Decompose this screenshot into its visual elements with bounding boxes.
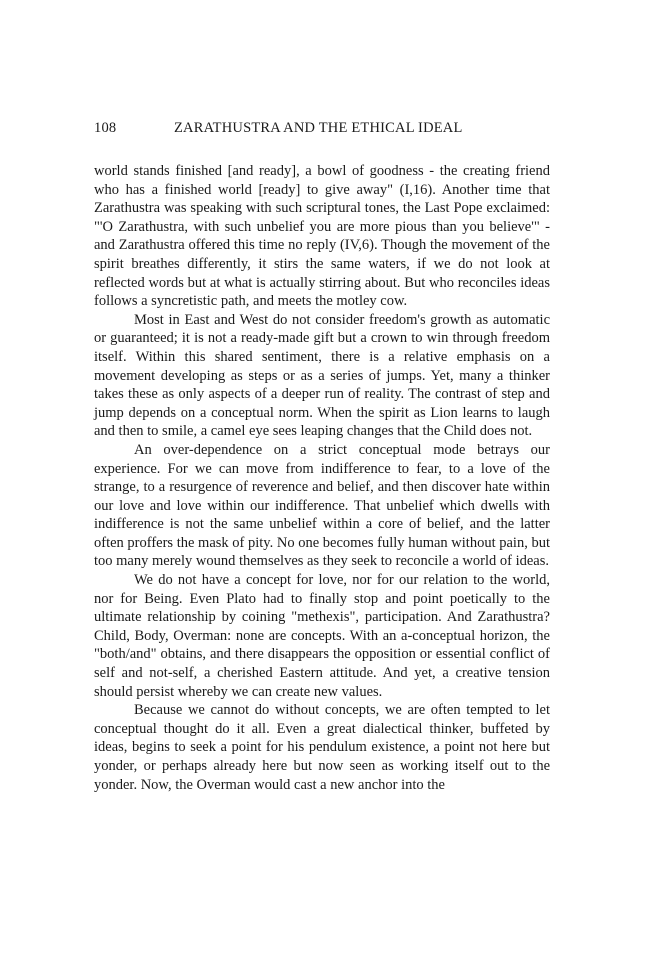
book-page <box>94 118 550 794</box>
running-head <box>94 118 550 138</box>
paragraph-conceptual-mode: An over-dependence on a strict conceptual mode betrays our experience. For we can move from indifference to fear, to a love of the strange, to a resurgence of reverence and belief, and then discover hate within our love and love within our indifference. That unbelief which dwells with indifference is not the same unbelief within a core of belief, and the latter often proffers the mask of pity. No one becomes fully human without pain, but too many merely wound themselves as they seek to reconcile a world of ideas. <box>94 441 550 570</box>
body-text <box>94 162 550 794</box>
paragraph-freedom-growth: Most in East and West do not consider freedom's growth as automatic or guaranteed; it is not a ready-made gift but a crown to win through freedom itself. Within this shared sentiment, there is a relative emphasis on a movement developing as steps or as a series of jumps. Yet, many a thinker takes these as only aspects of a deeper run of reality. The contrast of step and jump depends on a conceptual norm. When the spirit as Lion learns to laugh and then to smile, a camel eye sees leaping changes that the Child does not. <box>94 311 550 440</box>
running-title: ZARATHUSTRA AND THE ETHICAL IDEAL <box>174 120 463 136</box>
page-number: 108 <box>94 120 117 136</box>
paragraph-continuation: world stands finished [and ready], a bowl of goodness - the creating friend who has a finished world [ready] to give away" (I,16). Another time that Zarathustra was speaking with such scriptural tones, the Last Pope exclaimed: "'O Zarathustra, with such unbelief you are more pious than you believe'" - and Zarathustra offered this time no reply (IV,6). Though the movement of the spirit breathes differently, it stirs the same waters, if we do not look at reflected words but at what is actually stirring about. But who reconciles ideas follows a syncretistic path, and meets the motley cow. <box>94 163 550 310</box>
paragraph-concept-for-love: We do not have a concept for love, nor for our relation to the world, nor for Being. Even Plato had to finally stop and point poetically to the ultimate relationship by coining "methexis", participation. And Zarathustra? Child, Body, Overman: none are concepts. With an a-conceptual horizon, the "both/and" obtains, and there disappears the opposition or essential conflict of self and not-self, a cherished Eastern attitude. And yet, a creative tension should persist whereby we can create new values. <box>94 572 550 700</box>
paragraph-without-concepts: Because we cannot do without concepts, we are often tempted to let conceptual thought do it all. Even a great dialectical thinker, buffeted by ideas, begins to seek a point for his pendulum existence, a point not here but yonder, or perhaps already here but now seen as working itself out to the yonder. Now, the Overman would cast a new anchor into the <box>94 702 550 793</box>
